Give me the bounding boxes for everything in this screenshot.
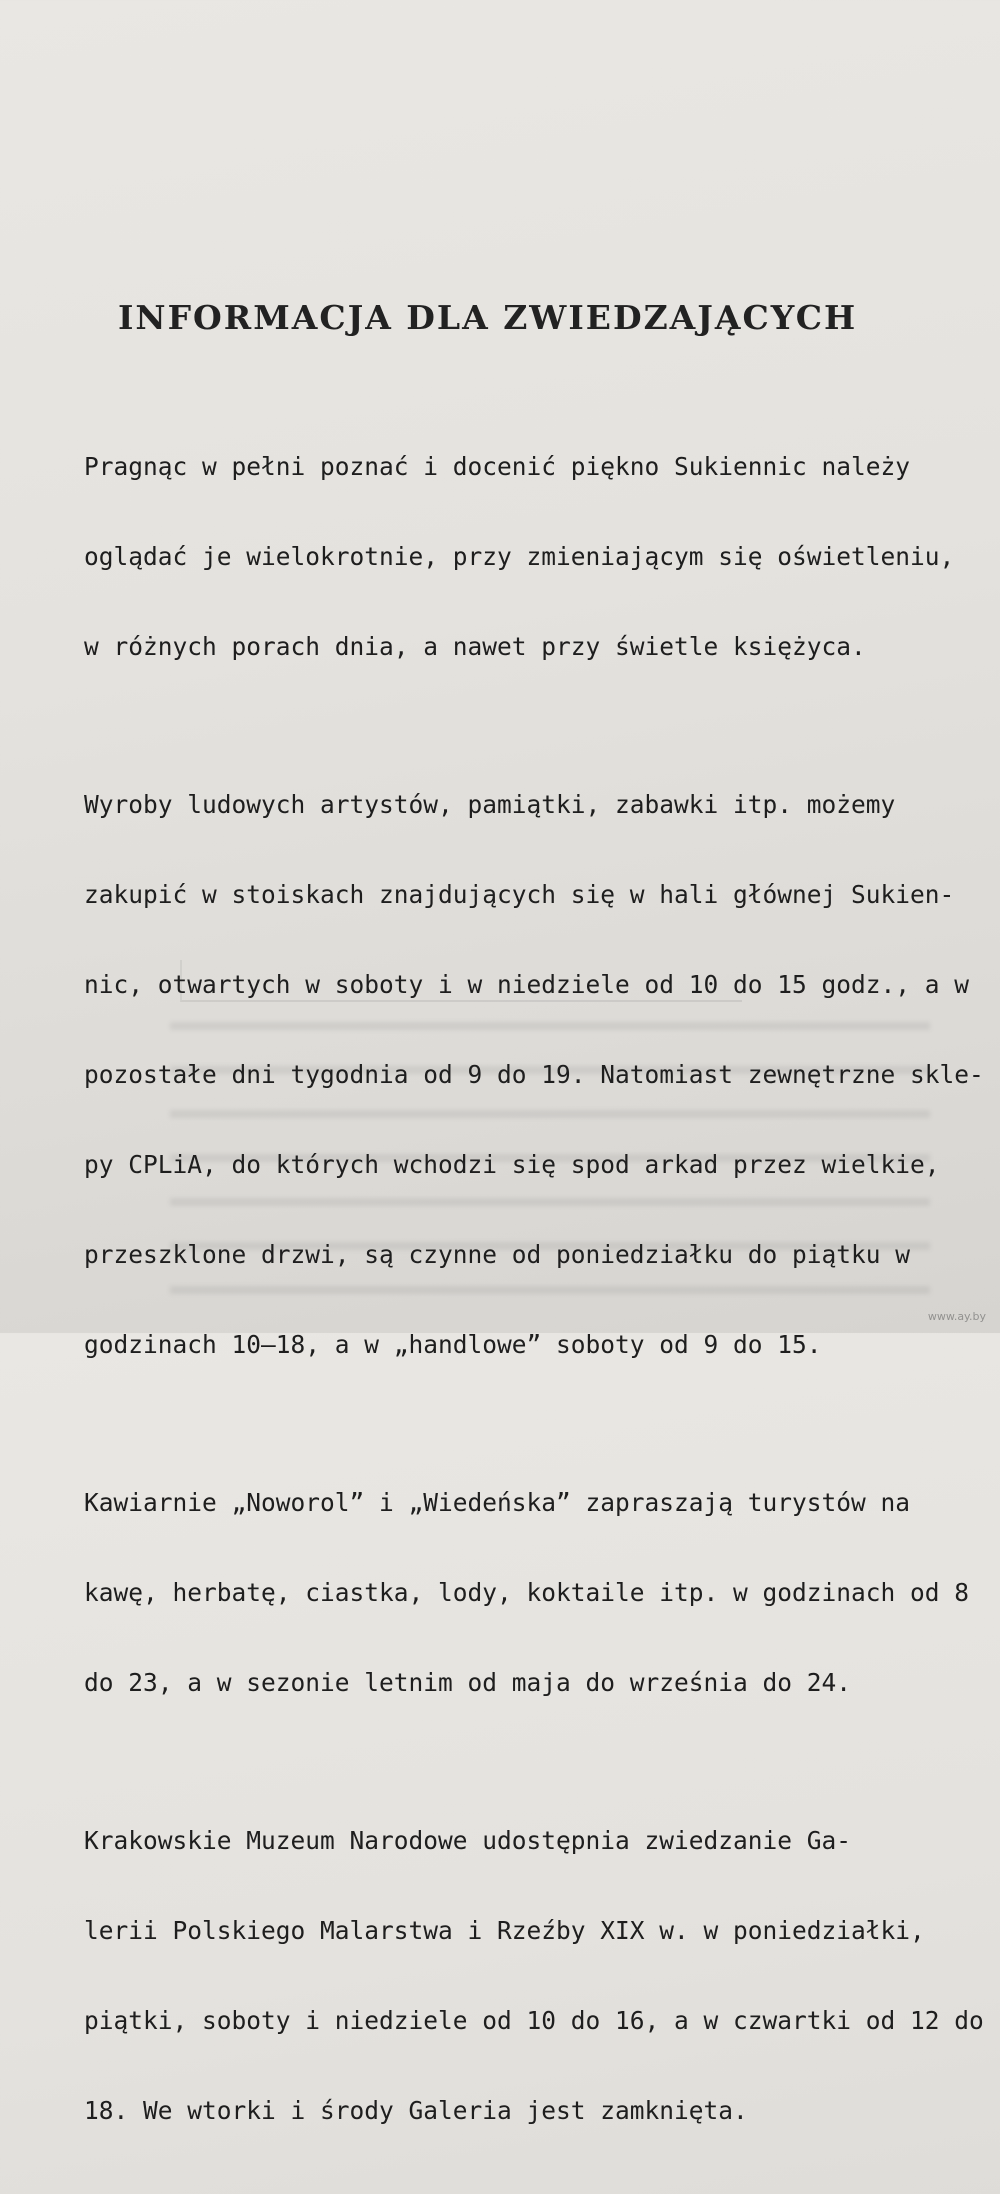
paragraph-intro bbox=[84, 392, 954, 722]
site-watermark: www.ay.by bbox=[927, 1310, 986, 1323]
text-line: zakupić w stoiskach znajdujących się w hali głównej Sukien- bbox=[84, 880, 955, 909]
text-line: lerii Polskiego Malarstwa i Rzeźby XIX w. w poniedziałki, bbox=[84, 1916, 925, 1945]
text-line: nic, otwartych w soboty i w niedziele od 10 do 15 godz., a w bbox=[84, 970, 970, 999]
page-heading: INFORMACJA DLA ZWIEDZAJĄCYCH bbox=[118, 298, 858, 337]
text-line: Krakowskie Muzeum Narodowe udostępnia zwiedzanie Ga- bbox=[84, 1826, 852, 1855]
text-line: py CPLiA, do których wchodzi się spod arkad przez wielkie, bbox=[84, 1150, 940, 1179]
text-line: godzinach 10—18, a w „handlowe” soboty od 9 do 15. bbox=[84, 1330, 822, 1359]
text-line: do 23, a w sezonie letnim od maja do września do 24. bbox=[84, 1668, 852, 1697]
text-line: kawę, herbatę, ciastka, lody, koktaile itp. w godzinach od 8 bbox=[84, 1578, 970, 1607]
paragraph-cafes bbox=[84, 1428, 970, 1758]
text-line: Pragnąc w pełni poznać i docenić piękno Sukiennic należy bbox=[84, 452, 911, 481]
text-line: Kawiarnie „Noworol” i „Wiedeńska” zapraszają turystów na bbox=[84, 1488, 911, 1517]
text-line: oglądać je wielokrotnie, przy zmieniającym się oświetleniu, bbox=[84, 542, 955, 571]
text-line: pozostałe dni tygodnia od 9 do 19. Natomiast zewnętrzne skle- bbox=[84, 1060, 984, 1089]
paragraph-museum bbox=[84, 1766, 984, 2186]
text-line: 18. We wtorki i środy Galeria jest zamknięta. bbox=[84, 2096, 748, 2125]
text-line: przeszklone drzwi, są czynne od poniedziałku do piątku w bbox=[84, 1240, 911, 1269]
text-line: w różnych porach dnia, a nawet przy świetle księżyca. bbox=[84, 632, 866, 661]
text-line: Wyroby ludowych artystów, pamiątki, zabawki itp. możemy bbox=[84, 790, 896, 819]
text-line: piątki, soboty i niedziele od 10 do 16, a w czwartki od 12 do bbox=[84, 2006, 984, 2035]
